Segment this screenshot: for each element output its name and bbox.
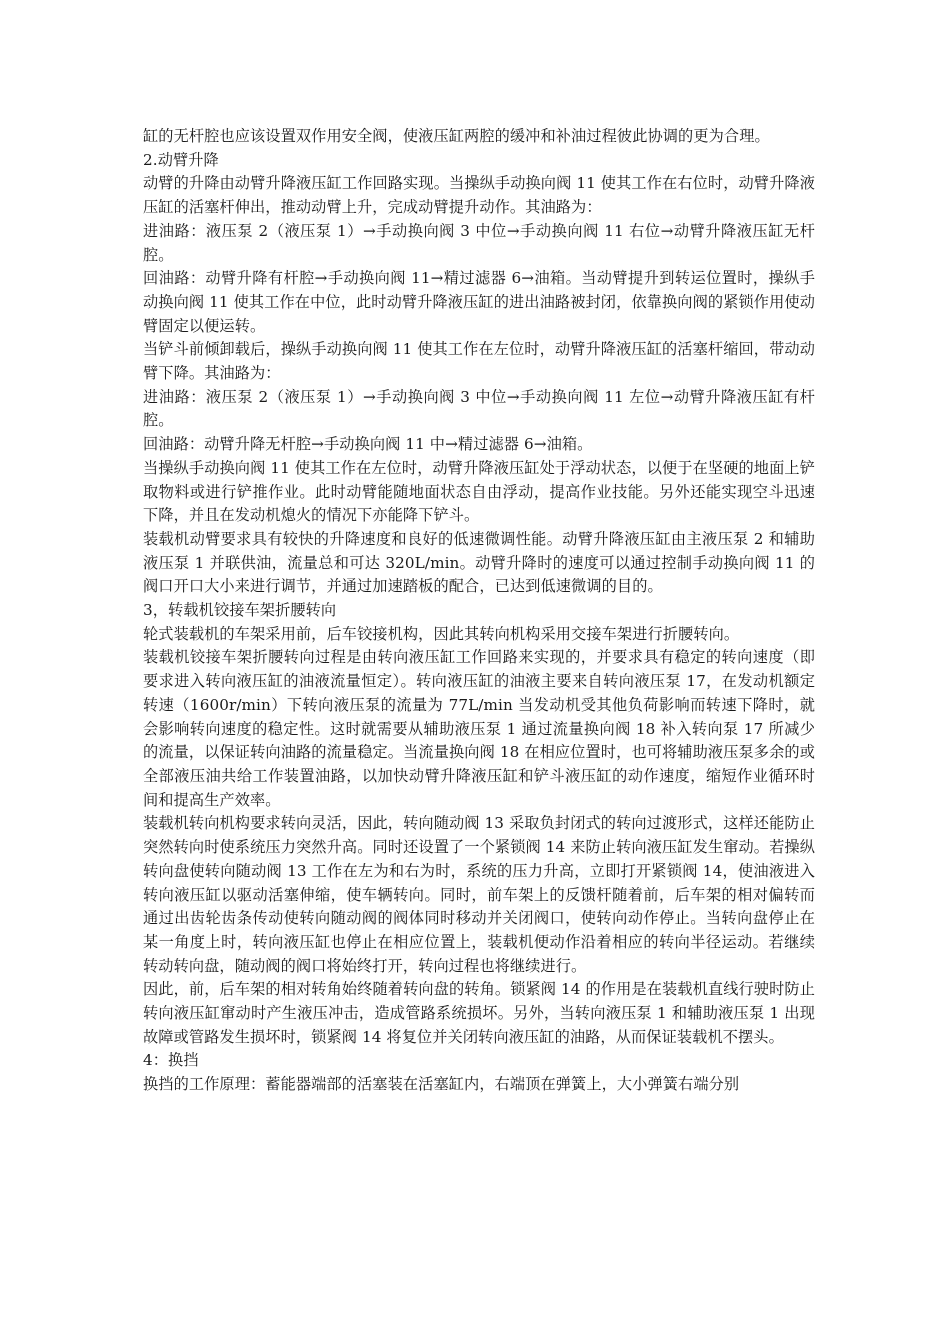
paragraph: 进油路：液压泵 2（液压泵 1）→手动换向阀 3 中位→手动换向阀 11 右位→动臂升降液压缸无杆腔。 <box>143 221 815 264</box>
paragraph: 动臂的升降由动臂升降液压缸工作回路实现。当操纵手动换向阀 11 使其工作在右位时，动臂升降液压缸的活塞杆伸出，推动动臂上升，完成动臂提升动作。其油路为： <box>143 174 815 217</box>
paragraph: 因此，前，后车架的相对转角始终随着转向盘的转角。锁紧阀 14 的作用是在装载机直线行驶时防止转向液压缸窜动时产生液压冲击，造成管路系统损坏。另外，当转向液压泵 1 和辅助液压泵 1 出现故障或管路发生损坏时，锁紧阀 14 将复位并关闭转向液压缸的油路，从而保证装载机不摆头。 <box>143 980 815 1046</box>
paragraph: 装载机铰接车架折腰转向过程是由转向液压缸工作回路来实现的，并要求具有稳定的转向速度（即要求进入转向液压缸的油液流量恒定）。转向液压缸的油液主要来自转向液压泵 17，在发动机额定转速（1600r/min）下转向液压泵的流量为 77L/min 当发动机受其他负荷影响而转速下降时，就会影响转向速度的稳定性。这时就需要从辅助液压泵 1 通过流量换向阀 18 补入转向泵 17 所减少的流量，以保证转向油路的流量稳定。当流量换向阀 18 在相应位置时，也可将辅助液压泵多余的或全部液压油共给工作装置油路，以加快动臂升降液压缸和铲斗液压缸的动作速度，缩短作业循环时间和提高生产效率。 <box>143 648 815 809</box>
paragraph: 装载机动臂要求具有较快的升降速度和良好的低速微调性能。动臂升降液压缸由主液压泵 2 和辅助液压泵 1 并联供油，流量总和可达 320L/min。动臂升降时的速度可以通过控制手动换向阀 11 的阀口开口大小来进行调节，并通过加速踏板的配合，已达到低速微调的目的。 <box>143 529 815 596</box>
paragraph: 装载机转向机构要求转向灵活，因此，转向随动阀 13 采取负封闭式的转向过渡形式，这样还能防止突然转向时使系统压力突然升高。同时还设置了一个紧锁阀 14 来防止转向液压缸发生窜动。若操纵转向盘使转向随动阀 13 工作在左为和右为时，系统的压力升高，立即打开紧锁阀 14，使油液进入转向液压缸以驱动活塞伸缩，使车辆转向。同时，前车架上的反馈杆随着前，后车架的相对偏转而通过出齿轮齿条传动使转向随动阀的阀体同时移动并关闭阀口，使转向动作停止。当转向盘停止在某一角度上时，转向液压缸也停止在相应位置上，装载机便动作沿着相应的转向半径运动。若继续转动转向盘，随动阀的阀口将始终打开，转向过程也将继续进行。 <box>143 814 815 975</box>
paragraph: 轮式装载机的车架采用前，后车铰接机构，因此其转向机构采用交接车架进行折腰转向。 <box>143 624 740 643</box>
document-body <box>143 125 815 1097</box>
paragraph: 进油路：液压泵 2（液压泵 1）→手动换向阀 3 中位→手动换向阀 11 左位→动臂升降液压缸有杆腔。 <box>143 387 815 430</box>
paragraph: 当操纵手动换向阀 11 使其工作在左位时，动臂升降液压缸处于浮动状态，以便于在坚硬的地面上铲取物料或进行铲推作业。此时动臂能随地面状态自由浮动，提高作业技能。另外还能实现空斗迅速下降，并且在发动机熄火的情况下亦能降下铲斗。 <box>143 458 815 525</box>
paragraph: 缸的无杆腔也应该设置双作用安全阀，使液压缸两腔的缓冲和补油过程彼此协调的更为合理。 <box>143 127 770 145</box>
section-heading: 4：换挡 <box>143 1051 199 1070</box>
section-heading: 2.动臂升降 <box>143 150 219 169</box>
paragraph: 回油路：动臂升降无杆腔→手动换向阀 11 中→精过滤器 6→油箱。 <box>143 435 593 454</box>
section-heading: 3，转载机铰接车架折腰转向 <box>143 601 337 620</box>
paragraph: 回油路：动臂升降有杆腔→手动换向阀 11→精过滤器 6→油箱。当动臂提升到转运位置时，操纵手动换向阀 11 使其工作在中位，此时动臂升降液压缸的进出油路被封闭，依靠换向阀的紧锁作用使动臂固定以便运转。 <box>143 269 815 335</box>
paragraph: 换挡的工作原理：蓄能器端部的活塞装在活塞缸内，右端顶在弹簧上，大小弹簧右端分别 <box>143 1075 740 1094</box>
paragraph: 当铲斗前倾卸载后，操纵手动换向阀 11 使其工作在左位时，动臂升降液压缸的活塞杆缩回，带动动臂下降。其油路为： <box>143 340 815 383</box>
